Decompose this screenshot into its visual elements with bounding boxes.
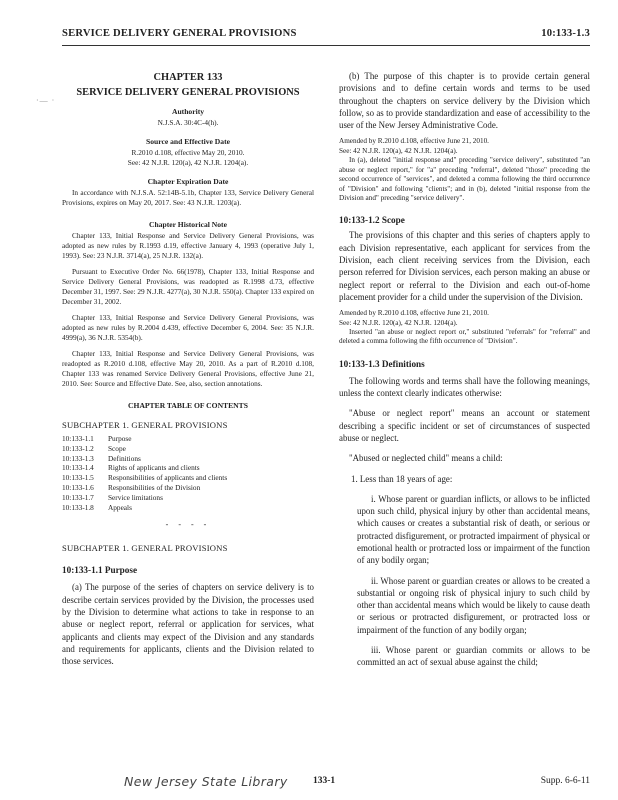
chapter-title: SERVICE DELIVERY GENERAL PROVISIONS [76, 87, 300, 98]
toc-title-text: Service limitations [108, 492, 163, 502]
toc-subchapter: SUBCHAPTER 1. GENERAL PROVISIONS [62, 420, 228, 430]
source-line-2: See: 42 N.J.R. 120(a), 42 N.J.R. 1204(a). [127, 158, 249, 167]
section-divider: - - - - [165, 520, 211, 530]
toc-number: 10:133-1.7 [62, 492, 94, 502]
amendment-line: Amended by R.2010 d.108, effective June 21, 2010. [339, 309, 489, 318]
amendment-citation: See: 42 N.J.R. 120(a), 42 N.J.R. 1204(a). [339, 146, 458, 155]
toc-number: 10:133-1.5 [62, 473, 94, 483]
definition-abused-child: "Abused or neglected child" means a child: [349, 453, 503, 464]
section-heading-purpose: 10:133-1.1 Purpose [62, 565, 138, 576]
definitions-intro: The following words and terms shall have the following meanings, unless the context clearly indicates otherwise: [339, 375, 590, 399]
toc-number: 10:133-1.3 [62, 453, 94, 463]
toc-entry [62, 463, 314, 473]
header-title: SERVICE DELIVERY GENERAL PROVISIONS [62, 28, 297, 39]
supplement-date: Supp. 6-6-11 [540, 776, 590, 786]
page-number: 133-1 [313, 776, 336, 786]
toc-title-text: Rights of applicants and clients [108, 463, 200, 473]
definition-item-iii [339, 644, 590, 669]
source-heading: Source and Effective Date [145, 137, 230, 146]
definition-abuse-report: "Abuse or neglect report" means an account or statement describing a specific incident or set of circumstances of suspected abuse or neglect. [339, 408, 590, 443]
historical-note-4: Chapter 133, Initial Response and Service Delivery General Provisions, was readopted as R.2010 d.108, effective May 20, 2010. As a part of R.2010 d.108, Chapter 133 was renamed Service Delivery General Provisions, effective June 21, 2010. See: Source and Effective Date. See, also, section annotations. [62, 349, 314, 388]
toc-entry [62, 483, 314, 493]
authority-heading: Authority [171, 107, 205, 116]
page-footer [62, 776, 590, 794]
amendment-citation: See: 42 N.J.R. 120(a), 42 N.J.R. 1204(a). [339, 318, 458, 327]
toc-title: CHAPTER TABLE OF CONTENTS [128, 401, 248, 410]
section-heading-scope: 10:133-1.2 Scope [339, 215, 405, 226]
subchapter-heading: SUBCHAPTER 1. GENERAL PROVISIONS [62, 543, 228, 554]
toc-number: 10:133-1.6 [62, 482, 94, 492]
definition-item-1: 1. Less than 18 years of age: [351, 473, 453, 484]
scope-paragraph: The provisions of this chapter and this series of chapters apply to each Division representative, each applicant for services from the Division, each client receiving services from the Division, each person referred for Division services, each person making an abuse or neglect report or referral to the Division and each out-of-home placement provider for a child under the supervision of the Division. [339, 230, 590, 302]
historical-note-2: Pursuant to Executive Order No. 66(1978), Chapter 133, Initial Response and Service Delivery General Provisions, was readopted as R.1998 d.73, effective December 31, 1997. See: 29 N.J.R. 4277(a), 30 N.J.R. 550(a). Chapter 133 expired on December 31, 2002. [62, 267, 314, 306]
toc-title-text: Appeals [108, 502, 132, 512]
definition-item-i [339, 493, 590, 567]
toc-entry [62, 434, 314, 444]
left-column [62, 70, 314, 667]
source-line-1: R.2010 d.108, effective May 20, 2010. [131, 148, 245, 157]
toc-number: 10:133-1.4 [62, 463, 94, 473]
toc-entry [62, 493, 314, 503]
amendment-line: Amended by R.2010 d.108, effective June 21, 2010. [339, 137, 489, 146]
toc-title-text: Purpose [108, 434, 132, 443]
toc-title-text: Definitions [108, 453, 141, 463]
item-ii-text: ii. Whose parent or guardian creates or allows to be created a substantial or ongoing risk of physical injury to such child by other than accidental means which would be likely to cause death or serious or protracted disfigurement, or protracted loss or impairment of the function of any bodily organ; [357, 575, 590, 635]
amendment-detail: Inserted "an abuse or neglect report or," substituted "referrals" for "referral" and deleted a comma following the fifth occurrence of "Division". [339, 327, 590, 346]
right-column [339, 70, 590, 669]
toc-title-text: Responsibilities of applicants and clients [108, 473, 228, 483]
item-iii-text: iii. Whose parent or guardian commits or allows to be committed an act of sexual abuse against the child; [357, 645, 590, 668]
toc-number: 10:133-1.2 [62, 443, 94, 453]
amendment-note-1 [339, 137, 590, 203]
definition-item-ii [339, 575, 590, 636]
item-i-text: i. Whose parent or guardian inflicts, or allows to be inflicted upon such child, physical injury by other than accidental means, which causes or creates a substantial risk of death, or serious or protracted disfigurement, or protracted impairment of physical or emotional health or protracted loss or impairment of the function of any bodily organ; [357, 493, 590, 566]
library-stamp: New Jersey State Library [124, 774, 288, 789]
header-rule [62, 45, 590, 46]
purpose-paragraph-b: (b) The purpose of this chapter is to provide certain general provisions and to define certain words and terms to be used throughout the chapters on service delivery by the Division which follow, so as to provide standardization and ease of accessibility to the user of the New Jersey Administrative Code. [339, 71, 590, 131]
historical-note-heading: Chapter Historical Note [149, 220, 227, 229]
toc-entry [62, 444, 314, 454]
expiration-heading: Chapter Expiration Date [147, 177, 229, 186]
toc-number: 10:133-1.8 [62, 502, 94, 512]
amendment-note-2 [339, 309, 590, 347]
expiration-text: In accordance with N.J.S.A. 52:14B-5.1b, Chapter 133, Service Delivery General Provisions, expires on May 20, 2017. See: 43 N.J.R. 1203(a). [62, 188, 314, 207]
toc-entry [62, 503, 314, 513]
toc-entry [62, 473, 314, 483]
chapter-number: CHAPTER 133 [153, 72, 223, 83]
table-of-contents [62, 434, 314, 512]
toc-entry [62, 454, 314, 464]
margin-mark: ·— · [36, 96, 56, 105]
toc-title-text: Responsibilities of the Division [108, 482, 201, 492]
amendment-detail: In (a), deleted "initial response and" preceding "service delivery", substituted "an abuse or neglect report," for "a" preceding "referral", deleted "those" preceding the second occurrence of "services", and deleted a comma following the third occurrence of "Division" and following "clients"; and in (b), deleted "initial response from the Division and" preceding "service delivery". [339, 156, 590, 202]
toc-title-text: Scope [108, 443, 126, 453]
historical-note-1: Chapter 133, Initial Response and Service Delivery General Provisions, was adopted as new rules by R.1993 d.19, effective January 4, 1993 (operative July 1, 1993). See: 23 N.J.R. 3714(a), 25 N.J.R. 132(a). [62, 231, 314, 260]
toc-number: 10:133-1.1 [62, 434, 94, 443]
purpose-paragraph-a: (a) The purpose of the series of chapters on service delivery is to describe certain services provided by the Division, the processes used by the Division to determine what actions to take in response to an abuse or neglect report, referral or application for services, what applicants and clients may expect of the Division and any standards and requirements for applicants, clients and the Division related to those services. [62, 582, 314, 667]
historical-note-3: Chapter 133, Initial Response and Service Delivery General Provisions, was adopted as new rules by R.2004 d.439, effective December 6, 2004. See: 35 N.J.R. 4999(a), 36 N.J.R. 5354(b). [62, 313, 314, 342]
running-header [62, 28, 590, 44]
section-heading-definitions: 10:133-1.3 Definitions [339, 358, 425, 369]
header-section: 10:133-1.3 [541, 28, 590, 39]
authority-text: N.J.S.A. 30:4C-4(h). [157, 118, 219, 127]
